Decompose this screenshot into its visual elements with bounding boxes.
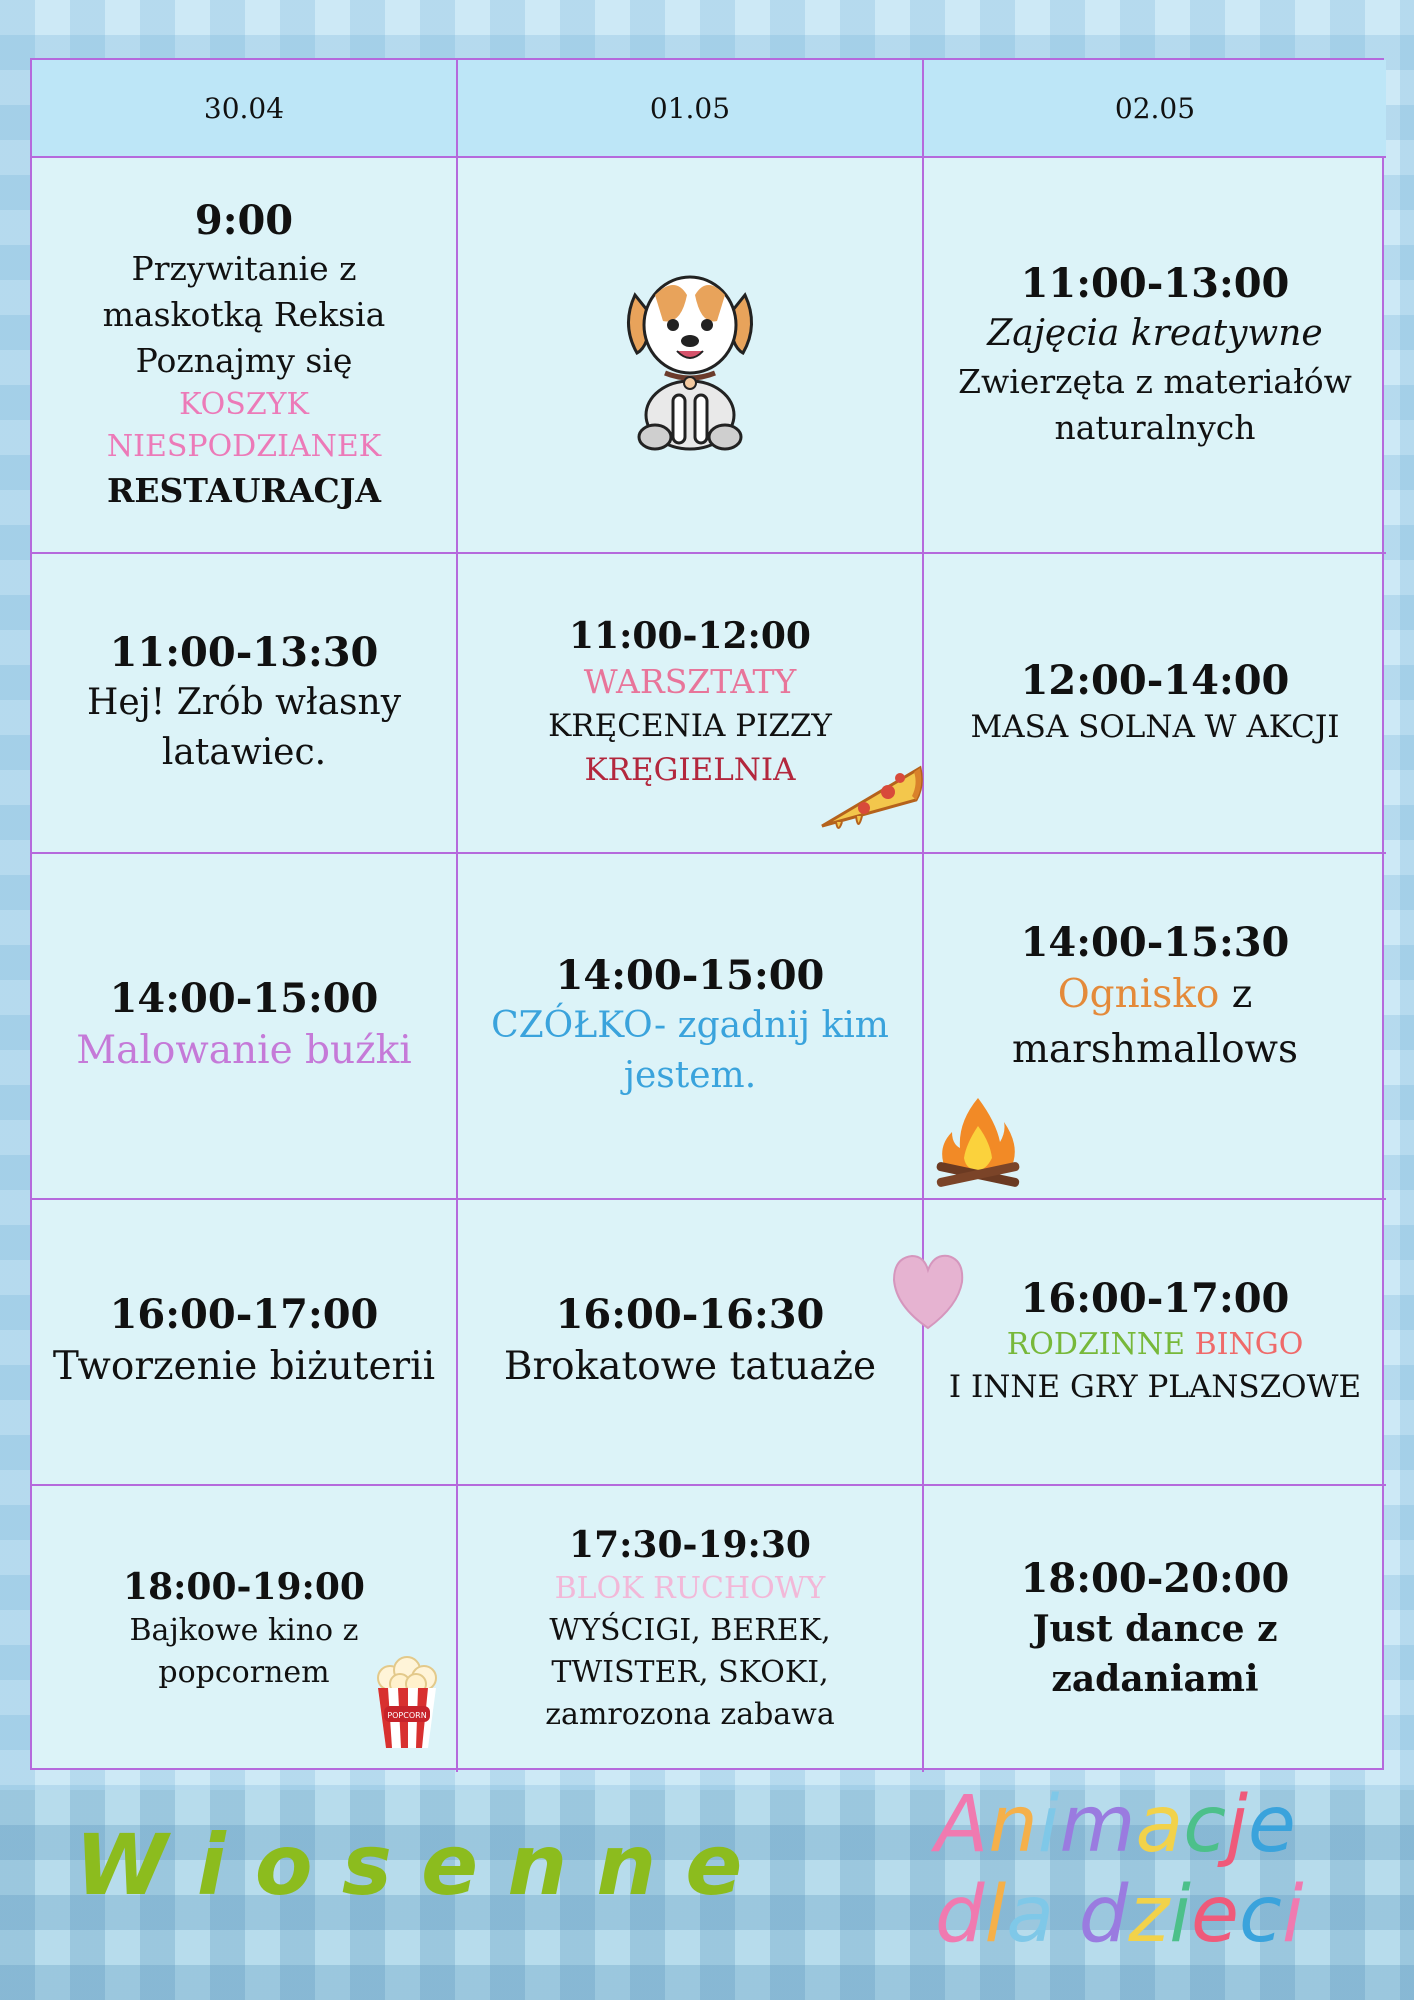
slot-text: zadaniami bbox=[1051, 1658, 1259, 1700]
footer-title-letter: e bbox=[1247, 1780, 1296, 1870]
slot-text: BLOK RUCHOWY bbox=[554, 1570, 826, 1606]
slot-time: 16:00-17:00 bbox=[109, 1290, 379, 1338]
slot-01-05-1100 bbox=[458, 554, 924, 854]
footer-title-letter: i bbox=[1281, 1870, 1304, 1960]
slot-time: 11:00-13:00 bbox=[1020, 259, 1290, 307]
header-day-3: 02.05 bbox=[924, 60, 1386, 158]
slot-text-highlight: RODZINNE bbox=[1006, 1327, 1186, 1363]
slot-time: 11:00-13:30 bbox=[109, 628, 379, 676]
slot-30-04-1400 bbox=[32, 854, 458, 1200]
slot-text: Brokatowe tatuaże bbox=[503, 1343, 877, 1389]
slot-text: latawiec. bbox=[161, 732, 327, 773]
slot-text: Przywitanie z bbox=[131, 248, 357, 288]
slot-time: 14:00-15:00 bbox=[109, 974, 379, 1022]
slot-time: 17:30-19:30 bbox=[569, 1523, 811, 1566]
slot-time: 9:00 bbox=[194, 196, 294, 244]
footer-title-letter: i bbox=[1169, 1870, 1191, 1960]
dog-mascot-icon bbox=[615, 255, 765, 455]
footer-title-left: W i o s e n n e bbox=[75, 1816, 743, 1914]
footer-title-letter: c bbox=[1238, 1870, 1282, 1960]
slot-02-05-1400 bbox=[924, 854, 1386, 1200]
footer-title-letter: c bbox=[1183, 1780, 1227, 1870]
slot-01-05-1400 bbox=[458, 854, 924, 1200]
slot-text: maskotką Reksia bbox=[102, 294, 386, 334]
slot-time: 14:00-15:30 bbox=[1020, 919, 1290, 966]
slot-text: popcornem bbox=[158, 1654, 330, 1690]
slot-text-highlight: BINGO bbox=[1185, 1327, 1304, 1363]
slot-text: zamrozona zabawa bbox=[545, 1696, 835, 1732]
slot-text-rest: z bbox=[1219, 972, 1253, 1017]
slot-text: Just dance z bbox=[1032, 1607, 1278, 1650]
slot-text: KOSZYK bbox=[179, 387, 309, 423]
popcorn-label: POPCORN bbox=[387, 1711, 427, 1720]
header-day-2: 01.05 bbox=[458, 60, 924, 158]
slot-time: 18:00-19:00 bbox=[123, 1565, 365, 1608]
slot-30-04-1600 bbox=[32, 1200, 458, 1486]
slot-text: Poznajmy się bbox=[135, 341, 353, 380]
slot-time: 14:00-15:00 bbox=[555, 951, 825, 999]
slot-text: CZÓŁKO- zgadnij kim bbox=[491, 1004, 889, 1046]
slot-text-highlight: Ognisko bbox=[1057, 972, 1220, 1017]
slot-01-05-1600 bbox=[458, 1200, 924, 1486]
footer-title-letter: j bbox=[1226, 1780, 1248, 1870]
slot-text: RESTAURACJA bbox=[106, 471, 382, 511]
campfire-icon bbox=[930, 1092, 1026, 1192]
slot-02-05-1600 bbox=[924, 1200, 1386, 1486]
popcorn-icon bbox=[372, 1654, 442, 1750]
slot-time: 16:00-17:00 bbox=[1020, 1275, 1290, 1323]
footer-title-line-1 bbox=[935, 1780, 1335, 1870]
slot-text: Bajkowe kino z bbox=[129, 1612, 359, 1648]
slot-text: Malowanie buźki bbox=[76, 1027, 412, 1073]
slot-text: naturalnych bbox=[1054, 408, 1256, 448]
slot-01-05-mascot bbox=[458, 158, 924, 554]
slot-text: marshmallows bbox=[1011, 1026, 1299, 1072]
slot-text: TWISTER, SKOKI, bbox=[551, 1654, 829, 1690]
footer-title-letter: a bbox=[1006, 1870, 1054, 1960]
slot-time: 18:00-20:00 bbox=[1020, 1554, 1290, 1602]
footer-title-letter: a bbox=[1135, 1780, 1184, 1870]
footer-title-letter: i bbox=[1037, 1780, 1060, 1870]
slot-text: I INNE GRY PLANSZOWE bbox=[948, 1369, 1362, 1406]
slot-text: KRĘGIELNIA bbox=[584, 751, 796, 788]
slot-02-05-1100 bbox=[924, 158, 1386, 554]
slot-time: 11:00-12:00 bbox=[569, 615, 811, 658]
footer-title-letter: d bbox=[935, 1870, 985, 1960]
slot-text: Hej! Zrób własny bbox=[86, 681, 402, 723]
slot-text: Zwierzęta z materiałów bbox=[958, 362, 1352, 401]
slot-text: MASA SOLNA W AKCJI bbox=[970, 709, 1340, 746]
slot-text: KRĘCENIA PIZZY bbox=[548, 708, 832, 745]
footer-title-letter: z bbox=[1128, 1870, 1170, 1960]
slot-02-05-1200 bbox=[924, 554, 1386, 854]
footer-title-letter bbox=[1054, 1870, 1079, 1960]
slot-text: Tworzenie biżuterii bbox=[52, 1343, 436, 1389]
slot-text bbox=[1058, 968, 1253, 1023]
footer-title-letter: m bbox=[1059, 1780, 1136, 1870]
footer-title-line-2 bbox=[935, 1870, 1335, 1960]
footer-title-letter: A bbox=[935, 1780, 989, 1870]
slot-time: 16:00-16:30 bbox=[555, 1290, 825, 1338]
slot-text bbox=[1007, 1324, 1304, 1366]
footer-title-letter: n bbox=[988, 1780, 1038, 1870]
slot-01-05-1730 bbox=[458, 1486, 924, 1772]
slot-text: WYŚCIGI, BEREK, bbox=[549, 1612, 831, 1648]
footer-title-letter: e bbox=[1190, 1870, 1239, 1960]
header-day-1: 30.04 bbox=[32, 60, 458, 158]
footer-title-letter: d bbox=[1078, 1870, 1129, 1960]
slot-time: 12:00-14:00 bbox=[1020, 657, 1290, 705]
footer-title-right bbox=[935, 1780, 1335, 1980]
slot-30-04-0900 bbox=[32, 158, 458, 554]
slot-text: WARSZTATY bbox=[583, 662, 797, 702]
schedule-grid bbox=[30, 58, 1384, 1770]
slot-text: jestem. bbox=[623, 1055, 757, 1096]
slot-02-05-1800 bbox=[924, 1486, 1386, 1772]
footer-title-letter: l bbox=[984, 1870, 1007, 1960]
slot-text: NIESPODZIANEK bbox=[106, 429, 382, 465]
pizza-slice-icon bbox=[816, 756, 926, 836]
slot-30-04-1100 bbox=[32, 554, 458, 854]
slot-text: Zajęcia kreatywne bbox=[987, 312, 1323, 354]
slot-30-04-1800 bbox=[32, 1486, 458, 1772]
